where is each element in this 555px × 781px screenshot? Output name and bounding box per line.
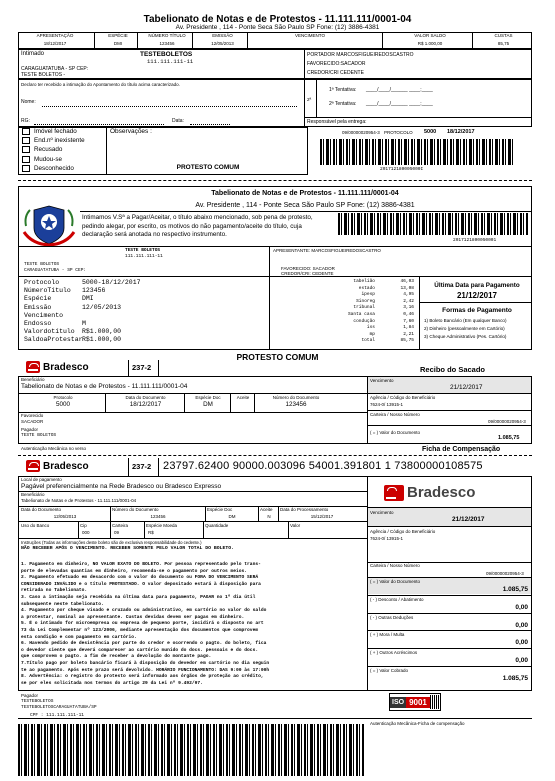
protesto-comum-1: PROTESTO COMUM <box>176 164 240 171</box>
receipt-nosso: 09/00000020954-3 <box>488 419 526 424</box>
detail-value: R$1.000,00 <box>82 328 122 336</box>
intimado-address: CARAGUATATUBA - SP CEP: <box>21 66 89 72</box>
nome-label: Nome: <box>21 99 36 105</box>
bank-name-3: Bradesco <box>407 484 476 501</box>
slip-row2-value: 000 <box>82 530 90 535</box>
intimado-box <box>18 49 532 79</box>
receipt-doc-label: Espécie Doc <box>195 395 221 400</box>
top-field-label: EMISSÃO <box>212 33 233 38</box>
fee-key: total <box>361 338 375 344</box>
observacoes-label: Observações : <box>110 128 152 135</box>
debtor-credor: CREDOR/CRI: CEDENTE <box>281 271 334 276</box>
checkbox[interactable] <box>22 156 30 163</box>
side-value: 0,00 <box>515 639 528 647</box>
protesto-comum-2: PROTESTO COMUM <box>236 352 319 362</box>
intimado-city: TESTE BOLETOS - <box>21 72 66 78</box>
slip-row1-label: Espécie Doc <box>207 507 233 512</box>
protocol-number: 5000 <box>424 129 437 135</box>
debtor-favorecido: FAVORECIDO: SACADOR <box>281 266 335 271</box>
protocol-code: 09/00000020954-3 <box>342 130 380 135</box>
slip-venc: 21/12/2017 <box>452 516 485 523</box>
debtor-doc: 111.111.111-11 <box>125 254 163 259</box>
deadline-label: Última Data para Pagamento <box>434 282 520 289</box>
slip-local-label: Local de pagamento <box>21 477 62 482</box>
checkbox[interactable] <box>22 146 30 153</box>
checkbox-label: Recusado <box>34 146 63 154</box>
detail-key: SaldoaProtestar <box>24 336 83 344</box>
fee-key: ipesp <box>361 292 375 298</box>
bradesco-icon-2 <box>26 460 40 472</box>
portador: PORTADOR MARCOSFIGUEIREDOSCASTRO <box>307 52 414 58</box>
iso-9001-badge: ISO 9001 <box>389 693 441 711</box>
receipt-pagador: TESTE BOLETOS <box>21 433 57 438</box>
side-label: ( = ) Valor Cobrado <box>370 668 409 673</box>
bradesco-icon <box>26 361 40 373</box>
bank-name: Bradesco <box>43 361 89 373</box>
bradesco-logo <box>26 361 89 373</box>
top-field-label: NÚMERO TÍTULO <box>148 33 186 38</box>
detail-key: NúmeroTítulo <box>24 287 71 295</box>
top-field-value: 85,75 <box>497 41 510 46</box>
intimado-doc: 111.111.111-11 <box>147 58 194 65</box>
slip-row1-label: Aceite <box>260 507 273 512</box>
slip-auth: Autenticação Mecânica-Ficha de compensação <box>370 721 465 726</box>
side-label: ( + ) Mora / Multa <box>370 632 405 638</box>
instruction-line: se por eles solicitada nos termos do artigo 29 da Lei nº 9.492/97. <box>21 680 203 686</box>
tentativa-2-line: ____/____/______ ____:____ <box>366 101 433 107</box>
n-num: 2ª <box>307 97 312 102</box>
slip-row2-label: Cip <box>80 523 87 528</box>
debtor-line1: TESTE BOLETOS <box>24 262 60 267</box>
credor: CREDOR/CRI CEDENTE <box>307 70 364 76</box>
letter-address: Av. Presidente , 114 - Ponte Seca São Paulo SP Fone: (12) 3886-4381 <box>195 202 415 209</box>
instruction-line: o devedor ciente que deverá comparecer ao cartório munido do docs. pessoais e do docs. <box>21 647 259 653</box>
instruction-line: retirada no Tabelionato. <box>21 588 88 594</box>
debtor-apresentante: APRESENTANTE: MARCOSFIGUEIREDOSCASTRO <box>273 248 381 253</box>
side-label: ( - ) Desconto / Abatimento <box>370 596 424 602</box>
slip-row1-label: Data do Documento <box>21 507 62 512</box>
bradesco-logo-2 <box>26 460 89 472</box>
checkbox-label: Imóvel fechado <box>34 128 77 135</box>
fee-key: iss <box>366 325 375 331</box>
ficha-compensacao: Ficha de Compensação <box>422 446 501 453</box>
deadline-date: 21/12/2017 <box>456 291 498 300</box>
header-title: Tabelionato de Notas e de Protestos - 11.111.111/0001-04 <box>143 14 412 25</box>
receipt-auth: Autenticação Mecânica no verso <box>21 446 87 451</box>
fee-value: 13,08 <box>400 285 414 291</box>
fee-value: 2,42 <box>403 298 414 304</box>
checkbox-label: End.nº inexistente <box>34 137 85 145</box>
slip-row2-value: R$ <box>148 530 154 535</box>
payment-method: 1) Boleto Bancário (Em qualquer Banco) <box>424 318 507 323</box>
barcode-1-number: 201712180005000I <box>380 167 424 172</box>
instruction-line: subsequente neste tabelionato. <box>21 601 104 607</box>
slip-benef: Tabelionato de Notas e de Protestos - 11.111.111/0001-04 <box>21 498 137 503</box>
instruction-line: que comprovem o pagto. a fim de receber a devolução do montante pago. <box>21 654 212 660</box>
slip-local: Pagável preferencialmente na Rede Bradesco ou Bradesco Expresso <box>21 483 222 490</box>
slip-venc-label: Vencimento <box>370 510 394 515</box>
fee-value: 7,60 <box>403 318 414 324</box>
barcode-2 <box>338 213 528 235</box>
barcode-2-number: 2017121800050001 <box>453 238 497 243</box>
linha-digitavel: 23797.62400 90000.003096 54001.391801 1 73800000108575 <box>163 460 483 472</box>
rg-label: RG: <box>21 118 30 124</box>
fee-key: condução <box>353 318 375 324</box>
header-subtitle: Av. Presidente , 114 - Ponte Seca São Paulo SP Fone: (12) 3886-4381 <box>175 24 380 31</box>
receipt-benef-label: Beneficiário <box>21 377 45 382</box>
payment-method: 3) Cheque Administrativo (Pes. Cartório) <box>424 334 507 339</box>
fee-value: 85,75 <box>400 338 414 344</box>
intimado-label: Intimado <box>21 51 45 57</box>
instruction-line: a protestar, nominal ao apresentante. Custas devidas devem ser pagas em dinheiro. <box>21 614 245 620</box>
top-field-value: 123456 <box>159 41 175 46</box>
side-value: 0,00 <box>515 603 528 611</box>
receipt-doc-label: Aceite <box>236 395 250 400</box>
bradesco-logo-3 <box>384 484 475 501</box>
fee-value: 1,84 <box>403 325 414 331</box>
slip-row1-value: N <box>267 514 271 519</box>
fee-key: mp <box>369 331 375 337</box>
top-field-value: DMI <box>113 41 123 46</box>
side-label: ( + ) Outros Acréscimos <box>370 650 418 656</box>
slip-pagador: TESTEBOLETOS <box>21 699 54 704</box>
detail-value: R$1.000,00 <box>82 336 122 344</box>
receipt-doc-value: 5000 <box>55 401 70 408</box>
slip-row1-value: 12/05/2013 <box>53 514 77 519</box>
slip-instr-header: Instruções (Todas as informações deste boleto são de exclusiva responsabilidade do cedente.) <box>21 540 202 545</box>
instruction-line: 7.Título pago por boleto bancário ficará à disposição do devedor em cartório no dia seguin <box>21 661 270 666</box>
top-field-value: 12/05/2013 <box>211 41 234 46</box>
detail-value: 5000-18/12/2017 <box>82 279 141 286</box>
bank-name-2: Bradesco <box>43 460 89 472</box>
barcode-3 <box>18 724 364 776</box>
receipt-agencia: 7624-0/ 13915-1 <box>370 402 404 407</box>
top-field-label: ESPÉCIE <box>108 33 128 38</box>
detail-value: 123456 <box>82 287 106 295</box>
payment-method: 2) Dinheiro (pessoalmente em Cartório) <box>424 326 505 331</box>
responsavel-label: Responsável pela entrega: <box>307 119 367 125</box>
slip-row2-label: Valor <box>290 523 301 528</box>
top-field-value: R$ 1.000,00 <box>417 41 443 46</box>
fee-key: tribunal <box>353 305 375 311</box>
receipt-doc-value: 123456 <box>285 401 307 408</box>
slip-agencia-label: Agência / Código do Beneficiário <box>370 529 436 534</box>
receipt-doc-label: Protocolo <box>53 395 73 400</box>
debtor-name: TESTE BOLETOS <box>125 248 161 253</box>
instruction-line: 73 da Lei Complementar nº 123/2006, mediante apresentação dos documentos que comprovem <box>21 628 259 633</box>
side-value: 0,00 <box>515 621 528 629</box>
instruction-line: porte de elevadas quantias em dinheiro, recomenda-se o pagamento por outros meios. <box>21 568 248 574</box>
top-field-label: APRESENTAÇÃO <box>36 33 74 38</box>
top-field-label: CUSTAS <box>494 33 513 38</box>
checkbox[interactable] <box>22 128 30 135</box>
receipt-carteira-label: Carteira / Nosso Número <box>370 412 420 417</box>
instruction-line: 3. Caso a intimação seja recebida na última data para pagamento, PAGAR no 1º dia útil <box>21 595 256 600</box>
slip-pagador-label: Pagador <box>21 693 39 698</box>
protocol-date: 18/12/2017 <box>447 129 475 135</box>
instruction-line: 1. Pagamento em dinheiro, NO VALOR EXATO DO BOLETO. Por pessoa representado pelo trans- <box>21 562 261 567</box>
protocol-label: PROTOCOLO <box>384 130 413 135</box>
side-value: 1.085,75 <box>502 675 528 682</box>
favorecido: FAVORECIDO:SACADOR <box>307 61 366 67</box>
detail-key: Emissão <box>24 303 52 311</box>
slip-row1-value: 123456 <box>150 514 166 519</box>
checkbox-label: Mudou-se <box>34 155 63 163</box>
payment-title: Formas de Pagamento <box>442 307 512 314</box>
detail-value: M <box>82 320 86 327</box>
receipt-valor: 1.085,75 <box>498 435 520 441</box>
tentativa-1-line: ____/____/______ ____:____ <box>366 87 433 93</box>
fee-value: 4,95 <box>403 292 414 298</box>
side-value: 1.085,75 <box>502 586 528 593</box>
fee-value: 46,03 <box>400 279 414 284</box>
slip-benef-label: Beneficiário <box>21 492 45 497</box>
receipt-doc-label: Número do Documento <box>272 395 320 400</box>
barcode-1 <box>320 139 515 165</box>
slip-pagador-address: TESTEBOLETOSCARAGUATATUBA/SP <box>21 705 97 710</box>
instruction-line: CONSIDERADO INVÁLIDO e o título PROTESTADO. O valor depositado estará à disposição para <box>21 581 261 587</box>
receipt-pagador-label: Pagador <box>21 427 39 432</box>
detail-value: DMI <box>82 295 94 303</box>
receipt-benef: Tabelionato de Notas e de Protestos - 11.111.111/0001-04 <box>21 383 188 390</box>
instruction-line: 5. É o intimado for microempresa ou empresa de pequeno porte, incidirá o disposto no art <box>21 621 264 627</box>
tentativa-2: 2ª Tentativa: <box>329 101 357 107</box>
checkbox[interactable] <box>22 165 30 172</box>
slip-carteira-label: Carteira / Nosso Número <box>370 563 420 568</box>
receipt-favorecido: SACADOR <box>21 419 44 424</box>
instruction-line: te ao pagamento. Após este prazo será devolvido. HORÁRIO FUNCIONAMENTO: DAS 9:00 às 17:00h <box>21 667 270 673</box>
instruction-line: 6. Havendo pedido de desistência por parte do credor e ocorrendo o pagto. do boleto, fica <box>21 641 267 647</box>
letter-body: Intimamos V.Sª a Pagar/Aceitar, o título abaixo mencionado, sob pena de protesto, pedindo alegar, por escrito, os motivos do não pagamento/aceite do título, cuja declaração será anotada no respectivo instrumento. <box>82 214 313 238</box>
intimado-name: TESTEBOLETOS <box>140 51 193 58</box>
detail-key: Valordotítulo <box>24 328 75 336</box>
instruction-line: 2. Pagamento efetuado em desacordo com o valor do documento ou FORA DO VENCIMENTO SERÁ <box>21 575 259 581</box>
fee-key: estado <box>358 285 375 291</box>
receipt-venc-label: Vencimento <box>370 378 394 383</box>
slip-row1-value: 15/12/2017 <box>310 514 334 519</box>
fee-value: 3,16 <box>403 305 414 311</box>
data-label: Data: <box>172 118 184 124</box>
letter-title: Tabelionato de Notas e de Protestos - 11.111.111/0001-04 <box>211 190 399 197</box>
bradesco-icon-3 <box>384 485 404 501</box>
detail-key: Protocolo <box>24 279 60 286</box>
top-field-label: VENCIMENTO <box>295 33 325 38</box>
detail-key: Vencimento <box>24 311 64 319</box>
side-label: ( = ) Valor do Documento <box>370 579 421 584</box>
instruction-line: esta condição e com pagamento em cartório. <box>21 634 137 640</box>
checkbox-label: Desconhecido <box>34 164 74 172</box>
recibo-sacado-title: Recibo do Sacado <box>420 365 486 374</box>
debtor-line2: CARAGUATATUBA - SP CEP: <box>24 268 87 273</box>
instruction-line: 8. Advertência: o registro do protesto será informado aos órgãos de proteção ao crédito, <box>21 674 264 680</box>
side-label: ( - ) Outras Deduções <box>370 614 414 620</box>
slip-row2-label: Espécie Moeda <box>146 523 178 528</box>
top-field-label: VALOR SALDO <box>414 33 446 38</box>
slip-cpf: CPF : 111.111.111-11 <box>30 713 85 718</box>
detail-value: 12/05/2013 <box>82 303 122 311</box>
fee-key: Santa casa <box>347 312 375 317</box>
slip-agencia: 7624-0/ 13915-1 <box>370 536 404 541</box>
receipt-favorecido-label: Favorecido <box>21 413 44 418</box>
tentativa-1: 1ª Tentativa: <box>329 87 357 93</box>
side-value: 0,00 <box>515 657 528 665</box>
instruction-line: 4. Pagamento por cheque visado e cruzado ou administrativo, em cartório no valor do saldo <box>21 608 267 614</box>
slip-row1-label: Número do Documento <box>112 507 159 512</box>
receipt-agencia-label: Agência / Código do Beneficiário <box>370 395 436 400</box>
slip-row2-label: Quantidade <box>205 523 229 528</box>
slip-row2-value: 09 <box>114 530 120 535</box>
detail-key: Espécie <box>24 295 52 303</box>
receipt-doc-value: 18/12/2017 <box>129 401 162 408</box>
fee-key: Sinoreg <box>356 298 375 304</box>
receipt-doc-label: Data do Documento <box>125 395 166 400</box>
receipt-valor-label: ( = ) Valor do Documento <box>370 430 421 435</box>
top-field-value: 18/12/2017 <box>43 41 67 46</box>
fee-value: 0,46 <box>403 312 414 317</box>
slip-row2-label: Uso do Banco <box>21 523 50 528</box>
slip-instr-warning: NÃO RECEBER APÓS O VENCIMENTO. RECEBER SOMENTE PELO VALOR TOTAL DO BOLETO. <box>21 546 235 551</box>
bank-code-1: 237-2 <box>132 363 152 372</box>
fee-key: tabelião <box>353 279 375 284</box>
receipt-doc-value: DM <box>203 401 213 408</box>
receipt-venc: 21/12/2017 <box>450 384 483 391</box>
slip-nosso: 09/00000020954-3 <box>486 571 524 576</box>
checkbox[interactable] <box>22 137 30 144</box>
bank-code-2: 237-2 <box>132 462 152 471</box>
slip-row2-label: Carteira <box>112 523 129 528</box>
slip-row1-label: Data do Processamento <box>280 507 329 512</box>
slip-row1-value: DM <box>228 514 236 519</box>
fee-value: 2,21 <box>403 331 414 337</box>
detail-key: Endosso <box>24 320 52 327</box>
iso-9001-number: 9001 <box>406 697 430 708</box>
coat-of-arms-icon <box>20 204 78 246</box>
declaration-text: Declaro ter recebido a intimação do Apontamento do título acima caracterizado. <box>21 82 180 87</box>
